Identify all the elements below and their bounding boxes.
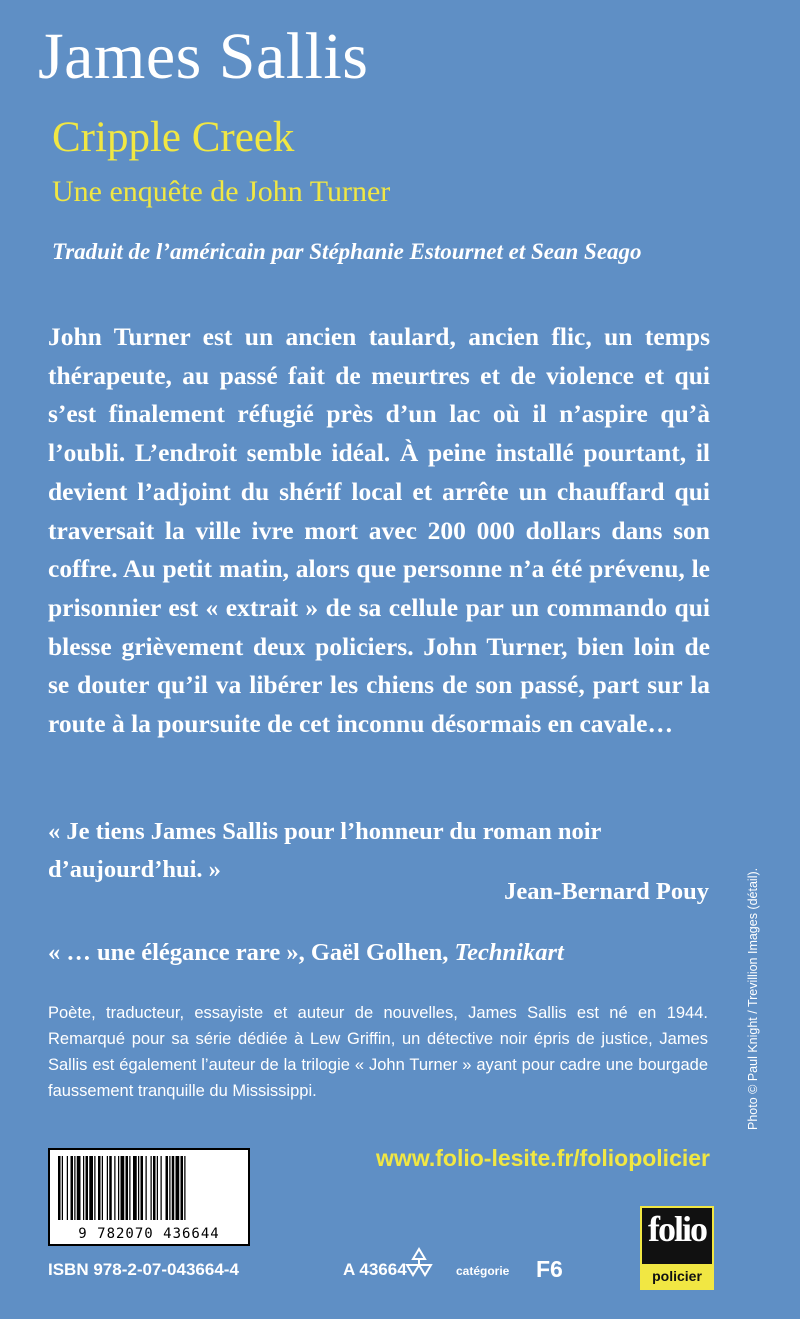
gallimard-logo-icon	[402, 1245, 436, 1279]
book-summary: John Turner est un ancien taulard, ancien flic, un temps thérapeute, au passé fait de meurtres et de violence et qui s’est finalement réfugié près d’un lac où il n’aspire qu’à l’oubli. L’endroit semble idéal. À peine installé pourtant, il devient l’adjoint du shérif local et arrête un chauffard qui traversait la ville ivre mort avec 200 000 dollars dans son coffre. Au petit matin, alors que personne n’a été prévenu, le prisonnier est « extrait » de sa cellule par un commando qui blesse grièvement deux policiers. John Turner, bien loin de se douter qu’il va libérer les chiens de son passé, part sur la route à la poursuite de cet inconnu désormais en cavale…	[48, 322, 710, 739]
press-quote-1: « Je tiens James Sallis pour l’honneur du roman noir d’aujourd’hui. »	[48, 818, 601, 883]
barcode-number: 9 782070 436644	[78, 1226, 220, 1242]
press-quote-2	[48, 934, 564, 972]
press-quote-2-source: Technikart	[454, 939, 564, 966]
catalog-code: A 43664	[343, 1260, 407, 1279]
photo-credit: Photo © Paul Knight / Trevillion Images (détail).	[746, 867, 760, 1130]
author-bio: Poète, traducteur, essayiste et auteur de nouvelles, James Sallis est né en 1944. Remarqué pour sa série dédiée à Lew Griffin, un détective noir épris de justice, James Sallis est également l’auteur de la trilogie « John Turner » ayant pour cadre une bourgade faussement tranquille du Mississippi.	[48, 1004, 708, 1100]
barcode	[48, 1148, 250, 1246]
barcode-bars-icon	[58, 1156, 240, 1220]
book-title: Cripple Creek	[52, 114, 295, 161]
website-link[interactable]: www.folio-lesite.fr/foliopolicier	[376, 1145, 710, 1171]
translator-line: Traduit de l’américain par Stéphanie Estournet et Sean Seago	[52, 239, 642, 264]
book-subtitle: Une enquête de John Turner	[52, 175, 391, 208]
category-code: F6	[536, 1256, 563, 1282]
author-name: James Sallis	[38, 20, 369, 93]
isbn: ISBN 978-2-07-043664-4	[48, 1260, 239, 1279]
category-label: catégorie	[456, 1264, 510, 1278]
folio-policier-logo	[640, 1206, 714, 1290]
logo-policier-text: policier	[642, 1264, 712, 1288]
logo-folio-text: folio	[648, 1209, 706, 1249]
press-quote-1-author: Jean-Bernard Pouy	[504, 878, 709, 905]
press-quote-2-text: « … une élégance rare », Gaël Golhen,	[48, 939, 449, 966]
